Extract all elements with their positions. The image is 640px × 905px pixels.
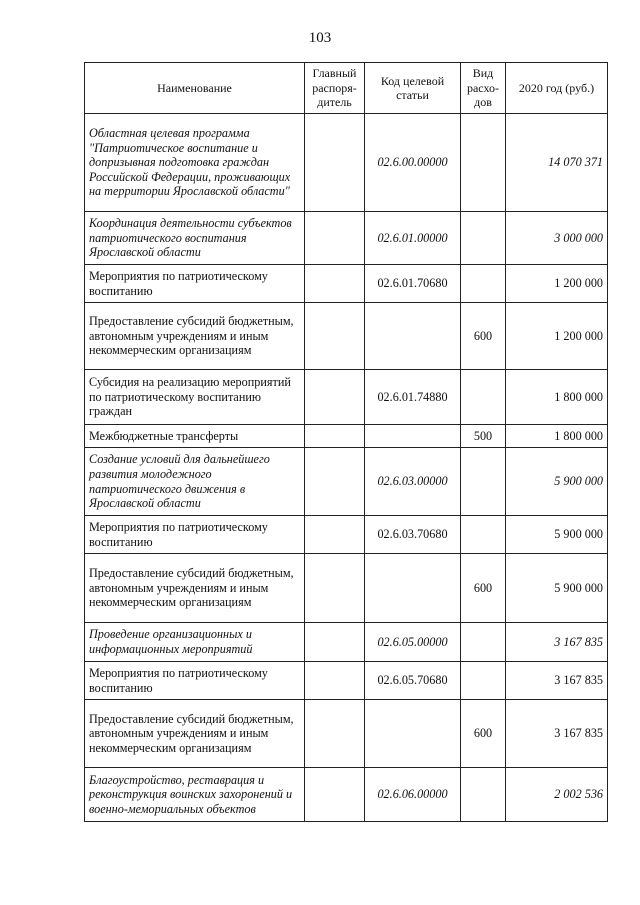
row-kind	[461, 265, 506, 303]
row-code: 02.6.05.00000	[365, 623, 461, 662]
row-code: 02.6.01.00000	[365, 212, 461, 265]
row-sum: 14 070 371	[506, 114, 608, 212]
row-main	[305, 554, 365, 623]
row-kind	[461, 114, 506, 212]
row-sum: 5 900 000	[506, 554, 608, 623]
row-main	[305, 114, 365, 212]
row-kind	[461, 623, 506, 662]
row-name: Предоставление субсидий бюджетным, автономным учреждениям и иным некоммерческим организациям	[85, 303, 305, 370]
page-number: 103	[308, 30, 332, 46]
row-code	[365, 700, 461, 768]
row-kind	[461, 212, 506, 265]
row-sum: 5 900 000	[506, 516, 608, 554]
table-row	[85, 265, 608, 303]
row-name: Субсидия на реализацию мероприятий по патриотическому воспитанию граждан	[85, 370, 305, 425]
row-code: 02.6.01.74880	[365, 370, 461, 425]
row-name: Межбюджетные трансферты	[85, 425, 305, 448]
row-code: 02.6.03.70680	[365, 516, 461, 554]
row-kind	[461, 768, 506, 822]
row-sum: 1 800 000	[506, 425, 608, 448]
table-row	[85, 370, 608, 425]
row-name: Создание условий для дальнейшего развития молодежного патриотического движения в Ярославской области	[85, 448, 305, 516]
row-sum: 3 167 835	[506, 662, 608, 700]
table-row	[85, 212, 608, 265]
row-sum: 1 200 000	[506, 265, 608, 303]
row-main	[305, 425, 365, 448]
row-sum: 1 800 000	[506, 370, 608, 425]
row-kind: 500	[461, 425, 506, 448]
row-kind: 600	[461, 554, 506, 623]
row-name: Мероприятия по патриотическому воспитанию	[85, 662, 305, 700]
row-main	[305, 303, 365, 370]
row-code	[365, 303, 461, 370]
table-row	[85, 768, 608, 822]
table-row	[85, 114, 608, 212]
row-main	[305, 768, 365, 822]
row-kind	[461, 662, 506, 700]
header-target-code: Код целевой статьи	[365, 63, 461, 114]
row-main	[305, 700, 365, 768]
table-row	[85, 303, 608, 370]
row-sum: 5 900 000	[506, 448, 608, 516]
row-sum: 3 000 000	[506, 212, 608, 265]
row-code: 02.6.06.00000	[365, 768, 461, 822]
row-kind	[461, 370, 506, 425]
row-main	[305, 265, 365, 303]
table-header-row	[85, 63, 608, 114]
row-code: 02.6.03.00000	[365, 448, 461, 516]
header-name: Наименование	[85, 63, 305, 114]
table-row	[85, 623, 608, 662]
row-main	[305, 662, 365, 700]
row-sum: 2 002 536	[506, 768, 608, 822]
row-kind: 600	[461, 303, 506, 370]
row-kind: 600	[461, 700, 506, 768]
row-sum: 1 200 000	[506, 303, 608, 370]
row-sum: 3 167 835	[506, 700, 608, 768]
row-kind	[461, 516, 506, 554]
row-name: Предоставление субсидий бюджетным, автономным учреждениям и иным некоммерческим организациям	[85, 700, 305, 768]
table-row	[85, 554, 608, 623]
row-name: Проведение организационных и информационных мероприятий	[85, 623, 305, 662]
row-kind	[461, 448, 506, 516]
table-row	[85, 448, 608, 516]
row-name: Координация деятельности субъектов патриотического воспитания Ярославской области	[85, 212, 305, 265]
row-main	[305, 370, 365, 425]
row-main	[305, 623, 365, 662]
row-main	[305, 516, 365, 554]
header-expense-type: Вид расхо-дов	[461, 63, 506, 114]
row-sum: 3 167 835	[506, 623, 608, 662]
header-year-sum: 2020 год (руб.)	[506, 63, 608, 114]
row-code: 02.6.00.00000	[365, 114, 461, 212]
row-name: Благоустройство, реставрация и реконструкция воинских захоронений и военно-мемориальных объектов	[85, 768, 305, 822]
header-main-manager: Главный распоря-дитель	[305, 63, 365, 114]
row-code: 02.6.01.70680	[365, 265, 461, 303]
budget-table	[84, 62, 608, 822]
row-code: 02.6.05.70680	[365, 662, 461, 700]
row-name: Областная целевая программа "Патриотическое воспитание и допризывная подготовка граждан Российской Федерации, проживающих на территории Ярославской области"	[85, 114, 305, 212]
row-code	[365, 554, 461, 623]
table-row	[85, 700, 608, 768]
row-name: Мероприятия по патриотическому воспитанию	[85, 265, 305, 303]
row-main	[305, 448, 365, 516]
table-row	[85, 662, 608, 700]
table-row	[85, 425, 608, 448]
row-name: Предоставление субсидий бюджетным, автономным учреждениям и иным некоммерческим организациям	[85, 554, 305, 623]
row-code	[365, 425, 461, 448]
row-name: Мероприятия по патриотическому воспитанию	[85, 516, 305, 554]
row-main	[305, 212, 365, 265]
table-row	[85, 516, 608, 554]
